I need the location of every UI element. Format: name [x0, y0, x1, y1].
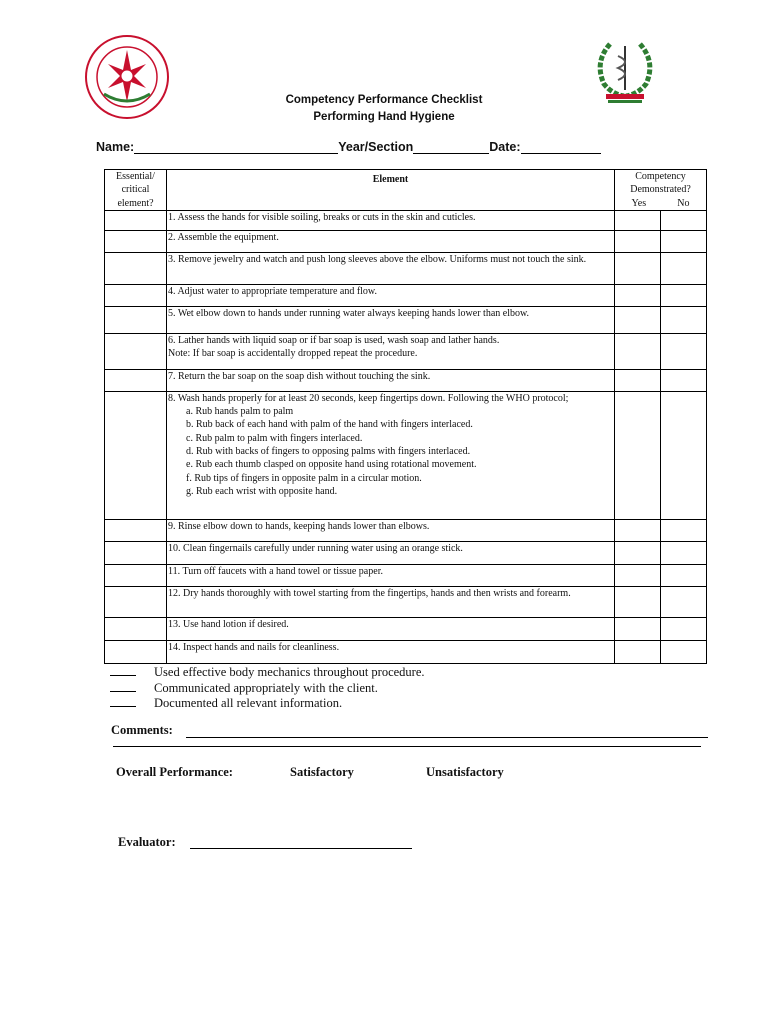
criteria-text: Documented all relevant information. — [154, 696, 343, 710]
essential-cell[interactable] — [105, 284, 167, 306]
no-cell[interactable] — [661, 210, 707, 230]
element-cell — [167, 541, 615, 564]
table-row — [105, 252, 707, 284]
no-cell[interactable] — [661, 391, 707, 519]
element-text: 14. Inspect hands and nails for cleanliness. — [168, 641, 340, 653]
date-label: Date: — [489, 140, 521, 154]
competency-column-header — [615, 170, 707, 211]
essential-cell[interactable] — [105, 519, 167, 541]
yes-no-subheader — [616, 197, 705, 210]
evaluator-label: Evaluator: — [118, 835, 176, 849]
unsatisfactory-option[interactable]: Unsatisfactory — [426, 765, 504, 779]
university-seal-logo — [84, 34, 170, 120]
element-subitem: c. Rub palm to palm with fingers interlaced. — [186, 432, 363, 444]
element-column-header: Element — [167, 170, 615, 211]
yes-cell[interactable] — [615, 640, 661, 663]
element-cell — [167, 284, 615, 306]
element-subitem: f. Rub tips of fingers in opposite palm in a circular motion. — [186, 472, 422, 484]
element-cell — [167, 617, 615, 640]
criteria-text: Used effective body mechanics throughout procedure. — [154, 665, 425, 679]
table-row — [105, 230, 707, 252]
criteria-blank[interactable] — [110, 664, 136, 676]
additional-criteria-list — [110, 664, 425, 711]
no-cell[interactable] — [661, 333, 707, 369]
table-row — [105, 519, 707, 541]
date-field[interactable] — [521, 141, 601, 154]
document-subtitle: Performing Hand Hygiene — [313, 111, 455, 123]
criteria-item — [110, 680, 425, 696]
no-cell[interactable] — [661, 640, 707, 663]
essential-cell[interactable] — [105, 564, 167, 586]
no-header: No — [677, 197, 690, 209]
element-cell — [167, 306, 615, 333]
element-text: 7. Return the bar soap on the soap dish without touching the sink. — [168, 370, 431, 382]
element-cell — [167, 252, 615, 284]
essential-column-header: Essential/ critical element? — [105, 170, 167, 211]
document-title: Competency Performance Checklist — [285, 94, 483, 106]
no-cell[interactable] — [661, 541, 707, 564]
overall-performance-label: Overall Performance: — [116, 765, 233, 779]
element-text: 12. Dry hands thoroughly with towel starting from the fingertips, hands and then wrists and forearm. — [168, 587, 571, 599]
no-cell[interactable] — [661, 617, 707, 640]
essential-cell[interactable] — [105, 640, 167, 663]
element-text: 9. Rinse elbow down to hands, keeping hands lower than elbows. — [168, 520, 430, 532]
no-cell[interactable] — [661, 369, 707, 391]
table-row — [105, 640, 707, 663]
comments-line[interactable] — [113, 746, 701, 747]
element-subitem: a. Rub hands palm to palm — [186, 406, 294, 418]
essential-cell[interactable] — [105, 369, 167, 391]
table-row — [105, 369, 707, 391]
element-subitem: g. Rub each wrist with opposite hand. — [186, 485, 338, 497]
criteria-text: Communicated appropriately with the client. — [154, 680, 378, 695]
no-cell[interactable] — [661, 306, 707, 333]
element-text: 8. Wash hands properly for at least 20 seconds, keep fingertips down. Following the WHO protocol; — [168, 392, 569, 404]
student-info-row — [96, 140, 601, 154]
element-cell — [167, 333, 615, 369]
comments-label: Comments: — [111, 723, 173, 737]
yes-cell[interactable] — [615, 252, 661, 284]
essential-cell[interactable] — [105, 306, 167, 333]
element-cell — [167, 640, 615, 663]
essential-cell[interactable] — [105, 391, 167, 519]
criteria-blank[interactable] — [110, 695, 136, 707]
yes-cell[interactable] — [615, 519, 661, 541]
element-text: 10. Clean fingernails carefully under running water using an orange stick. — [168, 542, 463, 554]
yes-cell[interactable] — [615, 617, 661, 640]
no-cell[interactable] — [661, 586, 707, 617]
table-row — [105, 306, 707, 333]
yes-cell[interactable] — [615, 369, 661, 391]
yes-cell[interactable] — [615, 284, 661, 306]
year-section-field[interactable] — [413, 141, 489, 154]
table-header-row — [105, 170, 707, 211]
element-text: 5. Wet elbow down to hands under running water always keeping hands lower than elbow. — [168, 307, 530, 319]
no-cell[interactable] — [661, 519, 707, 541]
yes-cell[interactable] — [615, 391, 661, 519]
essential-cell[interactable] — [105, 333, 167, 369]
element-text: Note: If bar soap is accidentally dropped repeat the procedure. — [168, 348, 418, 360]
yes-cell[interactable] — [615, 333, 661, 369]
element-cell — [167, 519, 615, 541]
criteria-item — [110, 664, 425, 680]
essential-cell[interactable] — [105, 586, 167, 617]
element-text: 3. Remove jewelry and watch and push long sleeves above the elbow. Uniforms must not touch the sink. — [168, 253, 587, 265]
no-cell[interactable] — [661, 252, 707, 284]
yes-cell[interactable] — [615, 564, 661, 586]
no-cell[interactable] — [661, 284, 707, 306]
table-row — [105, 617, 707, 640]
table-row — [105, 284, 707, 306]
table-row — [105, 333, 707, 369]
element-cell — [167, 230, 615, 252]
table-row — [105, 564, 707, 586]
essential-cell[interactable] — [105, 252, 167, 284]
yes-header: Yes — [631, 197, 647, 209]
table-row — [105, 586, 707, 617]
no-cell[interactable] — [661, 564, 707, 586]
element-cell — [167, 210, 615, 230]
element-text: 4. Adjust water to appropriate temperature and flow. — [168, 285, 378, 297]
element-cell — [167, 391, 615, 519]
element-text: 11. Turn off faucets with a hand towel or tissue paper. — [168, 565, 383, 577]
element-cell — [167, 564, 615, 586]
essential-cell[interactable] — [105, 617, 167, 640]
criteria-blank[interactable] — [110, 680, 136, 692]
element-subitem: b. Rub back of each hand with palm of the hand with fingers interlaced. — [186, 419, 473, 431]
element-text: 1. Assess the hands for visible soiling, breaks or cuts in the skin and cuticles. — [168, 211, 476, 223]
year-section-label: Year/Section — [338, 140, 414, 154]
yes-cell[interactable] — [615, 230, 661, 252]
name-field[interactable] — [134, 141, 338, 154]
yes-cell[interactable] — [615, 210, 661, 230]
element-cell — [167, 586, 615, 617]
essential-cell[interactable] — [105, 210, 167, 230]
no-cell[interactable] — [661, 230, 707, 252]
yes-cell[interactable] — [615, 586, 661, 617]
competency-checklist-table — [104, 169, 707, 664]
comments-line[interactable] — [186, 737, 708, 738]
evaluator-signature-line[interactable] — [190, 848, 412, 849]
name-label: Name: — [96, 140, 135, 154]
element-text: 6. Lather hands with liquid soap or if bar soap is used, wash soap and lather hands. — [168, 334, 500, 346]
element-subitem: d. Rub with backs of fingers to opposing palms with fingers interlaced. — [186, 446, 471, 458]
competency-header-text: Competency Demonstrated? — [630, 171, 691, 196]
essential-cell[interactable] — [105, 230, 167, 252]
yes-cell[interactable] — [615, 306, 661, 333]
table-row — [105, 391, 707, 519]
element-cell — [167, 369, 615, 391]
element-text: 13. Use hand lotion if desired. — [168, 618, 289, 630]
table-row — [105, 541, 707, 564]
element-subitem: e. Rub each thumb clasped on opposite hand using rotational movement. — [186, 459, 477, 471]
criteria-item — [110, 695, 425, 711]
element-text: 2. Assemble the equipment. — [168, 231, 279, 243]
table-row — [105, 210, 707, 230]
satisfactory-option[interactable]: Satisfactory — [290, 765, 354, 779]
yes-cell[interactable] — [615, 541, 661, 564]
essential-cell[interactable] — [105, 541, 167, 564]
